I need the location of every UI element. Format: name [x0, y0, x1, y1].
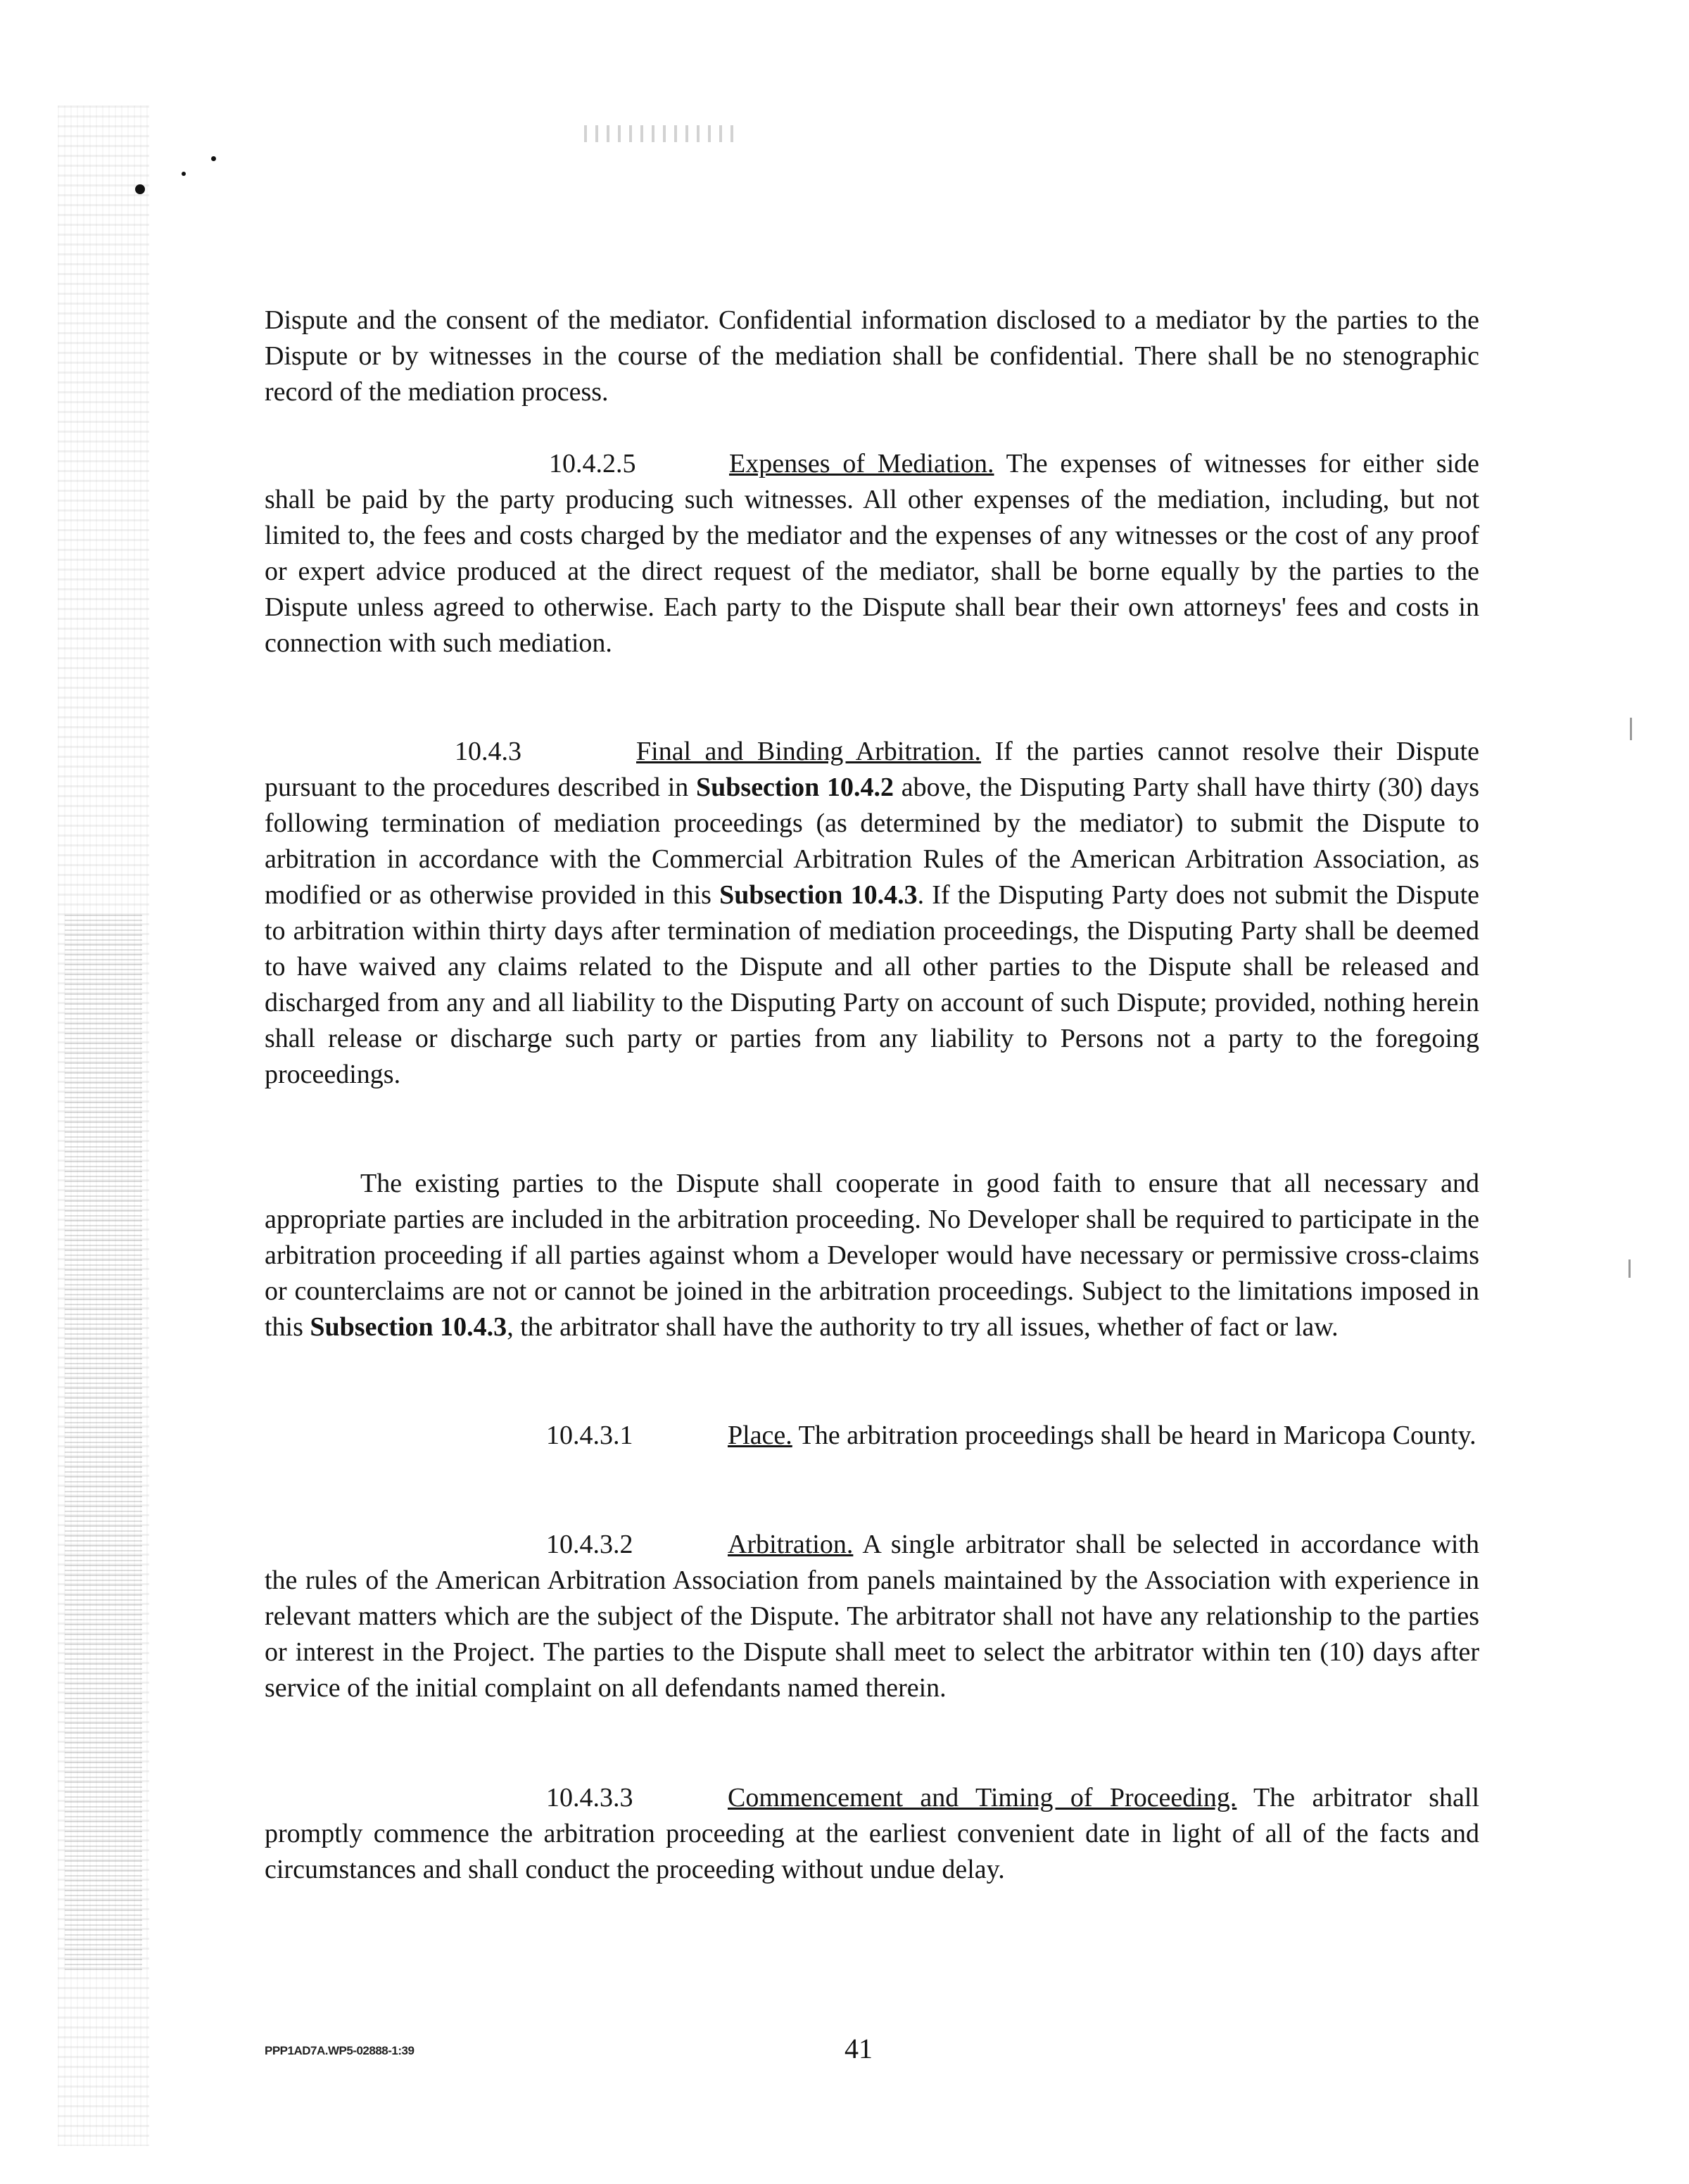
section-number: 10.4.3.2 [546, 1530, 633, 1559]
section-heading: Commencement and Timing of Proceeding. [728, 1783, 1237, 1812]
subsection-reference: Subsection 10.4.3 [310, 1312, 507, 1342]
scan-mark [1630, 718, 1632, 740]
scan-dot [182, 172, 186, 176]
section-body: The arbitration proceedings shall be heard in Maricopa County. [792, 1421, 1476, 1450]
subsection-reference: Subsection 10.4.3 [719, 880, 918, 910]
paragraph-body: , the arbitrator shall have the authority to try all issues, whether of fact or law. [507, 1312, 1339, 1342]
parties-paragraph [265, 1166, 1479, 1345]
section-number: 10.4.3.1 [546, 1421, 633, 1450]
scan-mark [1628, 1259, 1631, 1278]
section-number: 10.4.2.5 [549, 449, 636, 478]
section-body: The expenses of witnesses for either side shall be paid by the party producing such witnesses. All other expenses of the mediation, including, but not limited to, the fees and costs charged by the mediator and the expenses of any witnesses or the cost of any proof or expert advice produced at the direct request of the mediator, shall be borne equally by the parties to the Dispute unless agreed to otherwise. Each party to the Dispute shall bear their own attorneys' fees and costs in connection with such mediation. [265, 449, 1479, 658]
subsection-reference: Subsection 10.4.2 [696, 773, 894, 802]
section-10-4-3-2 [265, 1527, 1479, 1706]
section-10-4-3-1 [265, 1418, 1479, 1454]
scan-dot [135, 184, 145, 194]
paragraph-body: The existing parties to the Dispute shall cooperate in good faith to ensure that all necessary and appropriate parties are included in the arbitration proceeding. No Developer shall be required to participate in the arbitration proceeding if all parties against whom a Developer would have necessary or permissive cross-claims or counterclaims are not or cannot be joined in the arbitration proceedings. Subject to the limitations imposed in this [265, 1169, 1479, 1342]
section-heading: Final and Binding Arbitration. [636, 737, 982, 766]
section-body: A single arbitrator shall be selected in accordance with the rules of the American Arbitration Association from panels maintained by the Association with experience in relevant matters which are the subject of the Dispute. The arbitrator shall not have any relationship to the parties or interest in the Project. The parties to the Dispute shall meet to select the arbitrator within ten (10) days after service of the initial complaint on all defendants named therein. [265, 1530, 1479, 1703]
section-heading: Expenses of Mediation. [729, 449, 994, 478]
section-10-4-3-3 [265, 1780, 1479, 1888]
section-10-4-2-5 [265, 446, 1479, 661]
page-number: 41 [844, 2033, 873, 2064]
scan-edge-noise-dark [65, 915, 142, 1970]
footer-document-code: PPP1AD7A.WP5-02888-1:39 [265, 2044, 415, 2057]
section-10-4-3 [265, 734, 1479, 1093]
section-body: above, the Disputing Party shall have thirty (30) days following termination of mediation proceedings (as determined by the mediator) to submit the Dispute to arbitration in accordance with the Commercial Arbitration Rules of the American Arbitration Association, as modified or as otherwise provided in this [265, 773, 1479, 910]
carryover-paragraph [265, 303, 1479, 410]
scan-smudge [584, 125, 739, 142]
section-body: If the parties cannot resolve their Dispute pursuant to the procedures described in [265, 737, 1479, 802]
section-body: . If the Disputing Party does not submit the Dispute to arbitration within thirty days after termination of mediation proceedings, the Disputing Party shall be deemed to have waived any claims related to the Dispute and all other parties to the Dispute shall be released and discharged from any and all liability to the Disputing Party on account of such Dispute; provided, nothing herein shall release or discharge such party or parties from any liability to Persons not a party to the foregoing proceedings. [265, 880, 1479, 1089]
section-heading: Arbitration. [728, 1530, 854, 1559]
section-number: 10.4.3.3 [546, 1783, 633, 1812]
section-body: The arbitrator shall promptly commence the arbitration proceeding at the earliest convenient date in light of all of the facts and circumstances and shall conduct the proceeding without undue delay. [265, 1783, 1480, 1884]
section-number: 10.4.3 [455, 737, 521, 766]
carryover-text: Dispute and the consent of the mediator. Confidential information disclosed to a mediator by the parties to the Dispute or by witnesses in the course of the mediation shall be confidential. There shall be no stenographic record of the mediation process. [265, 305, 1479, 407]
section-heading: Place. [728, 1421, 792, 1450]
scan-dot [211, 156, 216, 161]
